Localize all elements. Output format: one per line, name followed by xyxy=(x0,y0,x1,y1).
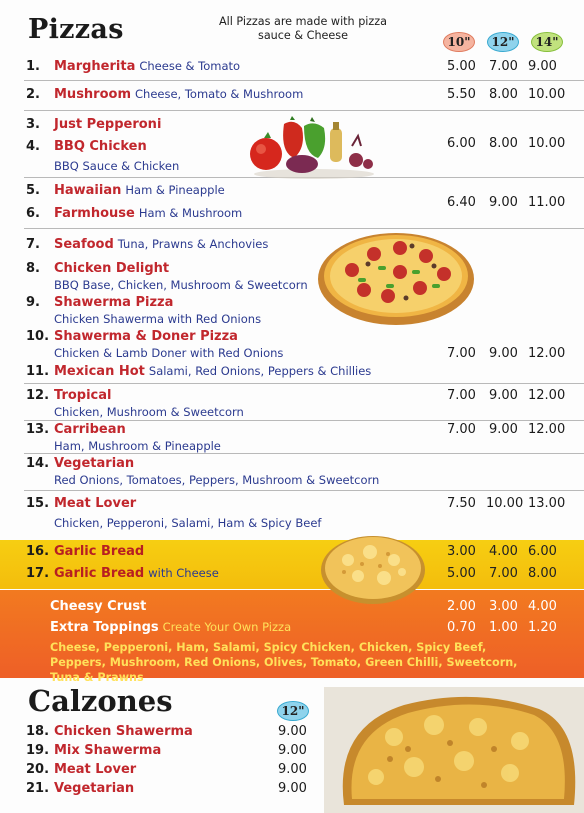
calzone-illustration xyxy=(324,687,584,813)
item-name: BBQ Chicken xyxy=(54,139,147,154)
item-number: 16. xyxy=(26,544,50,559)
price-10: 7.00 xyxy=(447,422,476,437)
price-12: 9.00 xyxy=(489,346,518,361)
item-number: 3. xyxy=(26,117,40,132)
price-12: 9.00 xyxy=(489,422,518,437)
item-number: 9. xyxy=(26,295,40,310)
price-14: 4.00 xyxy=(528,599,557,614)
item-desc: BBQ Sauce & Chicken xyxy=(54,159,180,173)
price-12: 4.00 xyxy=(489,544,518,559)
price-12: 7.00 xyxy=(489,59,518,74)
divider xyxy=(24,420,584,421)
price-12: 8.00 xyxy=(489,87,518,102)
item-inline-desc: Ham & Pineapple xyxy=(125,183,225,197)
pizza-note: All Pizzas are made with pizza sauce & Cheese xyxy=(218,15,388,42)
item-name: Margherita Cheese & Tomato xyxy=(54,59,241,74)
price-10: 5.50 xyxy=(447,87,476,102)
divider xyxy=(24,110,584,111)
price-14: 11.00 xyxy=(528,195,566,210)
price-10: 7.00 xyxy=(447,346,476,361)
item-desc: Chicken & Lamb Doner with Red Onions xyxy=(54,346,284,360)
item-number: 14. xyxy=(26,456,50,471)
item-inline-desc: Ham & Mushroom xyxy=(138,206,243,220)
price-12: 9.00 xyxy=(278,781,307,796)
price-10: 5.00 xyxy=(447,566,476,581)
price-10: 6.00 xyxy=(447,136,476,151)
price-14: 10.00 xyxy=(528,87,566,102)
price-12: 8.00 xyxy=(489,136,518,151)
price-12: 7.00 xyxy=(489,566,518,581)
item-number: 21. xyxy=(26,781,50,796)
item-name: Extra Toppings Create Your Own Pizza xyxy=(50,620,292,635)
item-name: Vegetarian xyxy=(54,456,135,471)
item-number: 6. xyxy=(26,206,40,221)
price-14: 10.00 xyxy=(528,136,566,151)
item-number: 7. xyxy=(26,237,40,252)
price-10: 7.50 xyxy=(447,496,476,511)
item-number: 1. xyxy=(26,59,40,74)
price-14: 13.00 xyxy=(528,496,566,511)
price-10: 2.00 xyxy=(447,599,476,614)
size-badge-12: 12" xyxy=(487,32,519,52)
divider xyxy=(24,453,584,454)
garlic-bread-illustration xyxy=(318,530,428,606)
item-desc: Chicken Shawerma with Red Onions xyxy=(54,312,262,326)
price-12: 9.00 xyxy=(489,388,518,403)
divider xyxy=(24,80,584,81)
price-10: 6.40 xyxy=(447,195,476,210)
price-12: 9.00 xyxy=(278,743,307,758)
price-14: 8.00 xyxy=(528,566,557,581)
item-number: 4. xyxy=(26,139,40,154)
item-name: Cheesy Crust xyxy=(50,599,147,614)
item-inline-desc: Cheese, Tomato & Mushroom xyxy=(135,87,304,101)
item-name: Mix Shawerma xyxy=(54,743,162,758)
price-12: 9.00 xyxy=(278,724,307,739)
price-12: 9.00 xyxy=(489,195,518,210)
item-name: Shawerma & Doner Pizza xyxy=(54,329,238,344)
price-10: 0.70 xyxy=(447,620,476,635)
item-number: 2. xyxy=(26,87,40,102)
size-badge-14: 14" xyxy=(531,32,563,52)
item-name: Chicken Shawerma xyxy=(54,724,193,739)
price-10: 7.00 xyxy=(447,388,476,403)
price-10: 5.00 xyxy=(447,59,476,74)
size-badge-10: 10" xyxy=(443,32,475,52)
item-name: Tropical xyxy=(54,388,112,403)
item-number: 8. xyxy=(26,261,40,276)
item-name: Chicken Delight xyxy=(54,261,170,276)
item-desc: Ham, Mushroom & Pineapple xyxy=(54,439,221,453)
item-name: Shawerma Pizza xyxy=(54,295,174,310)
item-inline-desc: Salami, Red Onions, Peppers & Chillies xyxy=(148,364,372,378)
item-name: Carribean xyxy=(54,422,126,437)
price-10: 3.00 xyxy=(447,544,476,559)
item-number: 13. xyxy=(26,422,50,437)
item-number: 12. xyxy=(26,388,50,403)
pizza-illustration xyxy=(316,226,476,328)
item-number: 18. xyxy=(26,724,50,739)
calzone-photo xyxy=(324,687,584,813)
price-14: 12.00 xyxy=(528,346,566,361)
price-14: 12.00 xyxy=(528,388,566,403)
item-number: 20. xyxy=(26,762,50,777)
toppings-list: Cheese, Pepperoni, Ham, Salami, Spicy Chicken, Chicken, Spicy Beef, Peppers, Mushroom, Red Onions, Olives, Tomato, Green Chilli, Sweetcorn, Tuna & Prawns xyxy=(50,641,518,684)
item-name: Meat Lover xyxy=(54,496,137,511)
vegetables-illustration xyxy=(244,116,384,180)
item-number: 5. xyxy=(26,183,40,198)
item-name: Farmhouse Ham & Mushroom xyxy=(54,206,243,221)
item-number: 10. xyxy=(26,329,50,344)
price-14: 9.00 xyxy=(528,59,557,74)
item-name: Just Pepperoni xyxy=(54,117,162,132)
item-desc: Chicken, Pepperoni, Salami, Ham & Spicy Beef xyxy=(54,516,322,530)
divider xyxy=(24,383,584,384)
item-name: Garlic Bread with Cheese xyxy=(54,566,219,581)
item-desc: Chicken, Mushroom & Sweetcorn xyxy=(54,405,244,419)
item-inline-desc: with Cheese xyxy=(148,566,219,580)
item-inline-desc: Create Your Own Pizza xyxy=(162,620,292,634)
price-12: 1.00 xyxy=(489,620,518,635)
divider xyxy=(24,490,584,491)
item-number: 17. xyxy=(26,566,50,581)
section-title-pizzas: Pizzas xyxy=(28,14,124,45)
item-name: Mushroom Cheese, Tomato & Mushroom xyxy=(54,87,304,102)
item-inline-desc: Cheese & Tomato xyxy=(139,59,241,73)
price-14: 6.00 xyxy=(528,544,557,559)
item-name: Mexican Hot Salami, Red Onions, Peppers & Chillies xyxy=(54,364,372,379)
item-name: Meat Lover xyxy=(54,762,137,777)
item-name: Seafood Tuna, Prawns & Anchovies xyxy=(54,237,269,252)
item-name: Garlic Bread xyxy=(54,544,145,559)
price-14: 1.20 xyxy=(528,620,557,635)
price-12: 3.00 xyxy=(489,599,518,614)
item-desc: BBQ Base, Chicken, Mushroom & Sweetcorn xyxy=(54,278,308,292)
price-14: 12.00 xyxy=(528,422,566,437)
item-name: Vegetarian xyxy=(54,781,135,796)
calzone-size-badge: 12" xyxy=(277,701,309,721)
price-12: 9.00 xyxy=(278,762,307,777)
item-number: 19. xyxy=(26,743,50,758)
item-desc: Red Onions, Tomatoes, Peppers, Mushroom & Sweetcorn xyxy=(54,473,380,487)
item-inline-desc: Tuna, Prawns & Anchovies xyxy=(117,237,269,251)
item-number: 11. xyxy=(26,364,50,379)
item-number: 15. xyxy=(26,496,50,511)
divider xyxy=(24,228,584,229)
section-title-calzones: Calzones xyxy=(28,684,173,718)
price-12: 10.00 xyxy=(486,496,524,511)
item-name: Hawaiian Ham & Pineapple xyxy=(54,183,225,198)
